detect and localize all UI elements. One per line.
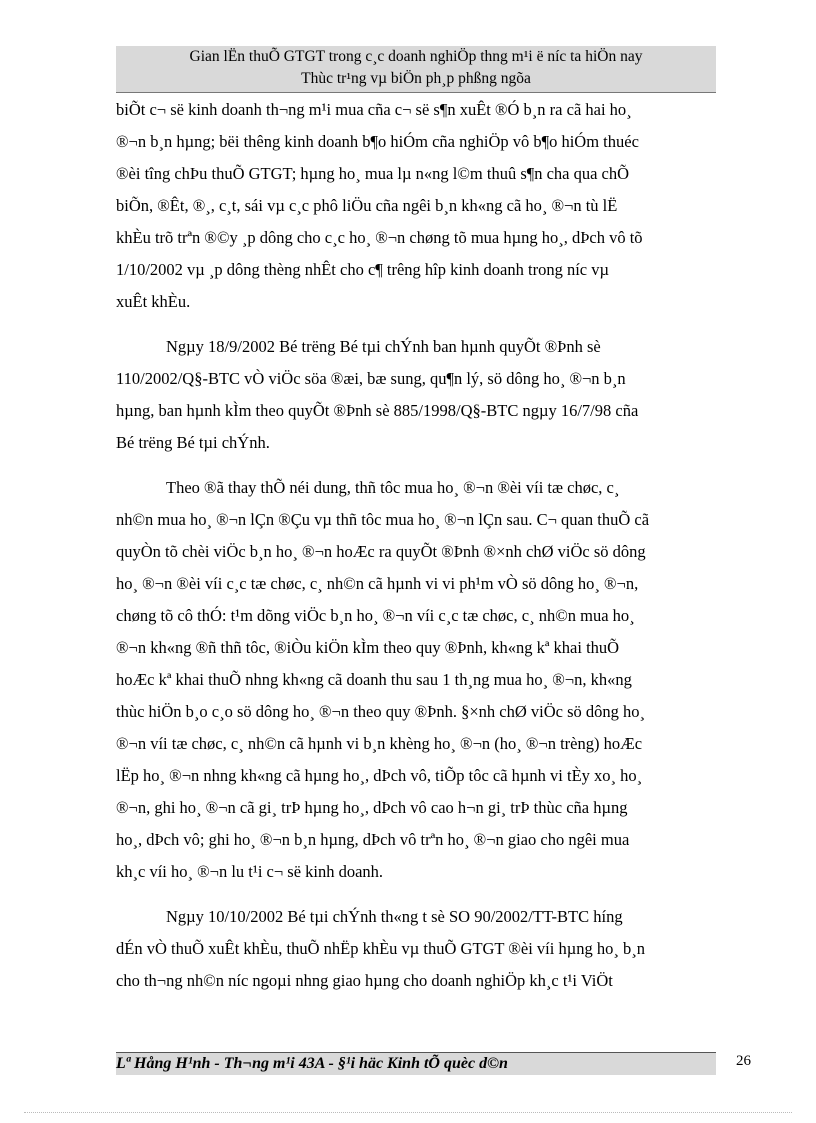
text-line: khÈu trõ trªn ®©y ¸p dông cho c¸c ho¸ ®¬n chøng tõ mua hµng ho¸, dÞch vô tõ — [116, 228, 643, 247]
text-line: quyÒn tõ chèi viÖc b¸n ho¸ ®¬n hoÆc ra quyÕt ®Þnh ®×nh chØ viÖc sö dông — [116, 542, 646, 561]
text-line: lËp ho¸ ®¬n nhng kh«ng cã hµng ho¸, dÞch vô, tiÕp tôc cã hµnh vi tÈy xo¸ ho¸ — [116, 766, 643, 785]
paragraph — [116, 331, 768, 459]
page-number: 26 — [736, 1053, 751, 1069]
document-body — [116, 94, 768, 997]
paragraph — [116, 472, 768, 888]
page-footer: Lª Hång H¹nh - Th¬ng m¹i 43A - §¹i häc Kinh tÕ quèc d©n — [116, 1052, 716, 1075]
text-line: ®¬n kh«ng ®ñ thñ tôc, ®iÒu kiÖn kÌm theo quy ®Þnh, kh«ng kª khai thuÕ — [116, 638, 620, 657]
paragraph — [116, 94, 768, 318]
header-title-line1: Gian lËn thuÕ GTGT trong c¸c doanh nghiÖp thng m¹i ë níc ta hiÖn nay — [189, 48, 643, 65]
text-line: 1/10/2002 vµ ¸p dông thèng nhÊt cho c¶ trêng hîp kinh doanh trong níc vµ — [116, 260, 610, 279]
paragraph — [116, 901, 768, 997]
text-line: ®èi tîng chÞu thuÕ GTGT; hµng ho¸ mua lµ n«ng l©m thuû s¶n cha qua chÕ — [116, 164, 630, 183]
text-line: Ngµy 18/9/2002 Bé trëng Bé tµi chÝnh ban hµnh quyÕt ®Þnh sè — [166, 337, 601, 356]
header-title-line2: Thùc tr¹ng vµ biÖn ph¸p phßng ngõa — [301, 70, 531, 87]
text-line: ®¬n, ghi ho¸ ®¬n cã gi¸ trÞ hµng ho¸, dÞch vô cao h¬n gi¸ trÞ thùc cña hµng — [116, 798, 628, 817]
text-line: ho¸, dÞch vô; ghi ho¸ ®¬n b¸n hµng, dÞch vô trªn ho¸ ®¬n giao cho ngêi mua — [116, 830, 630, 849]
page-bottom-divider — [24, 1112, 792, 1113]
page-header — [116, 46, 716, 93]
text-line: thùc hiÖn b¸o c¸o sö dông ho¸ ®¬n theo quy ®Þnh. §×nh chØ viÖc sö dông ho¸ — [116, 702, 646, 721]
text-line: dÉn vÒ thuÕ xuÊt khÈu, thuÕ nhËp khÈu vµ thuÕ GTGT ®èi víi hµng ho¸ b¸n — [116, 939, 645, 958]
text-line: chøng tõ cô thÓ: t¹m dõng viÖc b¸n ho¸ ®¬n víi c¸c tæ chøc, c¸ nh©n mua ho¸ — [116, 606, 635, 625]
text-line: Ngµy 10/10/2002 Bé tµi chÝnh th«ng t sè SO 90/2002/TT-BTC híng — [166, 907, 623, 926]
text-line: xuÊt khÈu. — [116, 292, 191, 311]
text-line: kh¸c víi ho¸ ®¬n lu t¹i c¬ së kinh doanh. — [116, 862, 384, 881]
text-line: hµng, ban hµnh kÌm theo quyÕt ®Þnh sè 885/1998/Q§-BTC ngµy 16/7/98 cña — [116, 401, 639, 420]
text-line: ®¬n b¸n hµng; bëi thêng kinh doanh b¶o hiÓm cña nghiÖp vô b¶o hiÓm thuéc — [116, 132, 639, 151]
text-line: biÕn, ®Êt, ®¸, c¸t, sái vµ c¸c phô liÖu cña ngêi b¸n kh«ng cã ho¸ ®¬n tù lË — [116, 196, 618, 215]
text-line: hoÆc kª khai thuÕ nhng kh«ng cã doanh thu sau 1 th¸ng mua ho¸ ®¬n, kh«ng — [116, 670, 632, 689]
text-line: Theo ®ã thay thÕ néi dung, thñ tôc mua ho¸ ®¬n ®èi víi tæ chøc, c¸ — [166, 478, 620, 497]
text-line: ®¬n víi tæ chøc, c¸ nh©n cã hµnh vi b¸n khèng ho¸ ®¬n (ho¸ ®¬n trèng) hoÆc — [116, 734, 643, 753]
text-line: nh©n mua ho¸ ®¬n lÇn ®Çu vµ thñ tôc mua ho¸ ®¬n lÇn sau. C¬ quan thuÕ cã — [116, 510, 650, 529]
text-line: Bé trëng Bé tµi chÝnh. — [116, 433, 270, 452]
text-line: ho¸ ®¬n ®èi víi c¸c tæ chøc, c¸ nh©n cã hµnh vi vi ph¹m vÒ sö dông ho¸ ®¬n, — [116, 574, 639, 593]
text-line: biÕt c¬ së kinh doanh th¬ng m¹i mua cña c¬ së s¶n xuÊt ®Ó b¸n ra cã hai ho¸ — [116, 100, 632, 119]
text-line: cho th¬ng nh©n níc ngoµi nhng giao hµng cho doanh nghiÖp kh¸c t¹i ViÖt — [116, 971, 613, 990]
text-line: 110/2002/Q§-BTC vÒ viÖc söa ®æi, bæ sung, qu¶n lý, sö dông ho¸ ®¬n b¸n — [116, 369, 626, 388]
